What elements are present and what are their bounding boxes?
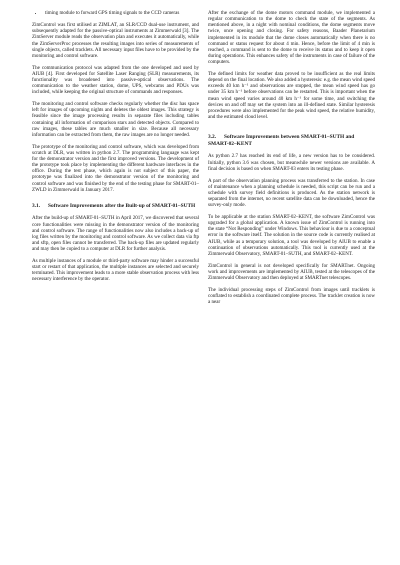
paragraph: A part of the observation planning process was transferred to the station. In case of maintenance when a planning schedule is needed, this script can be run and a schedule with survey field definitions is produced. As the station network is separated from the internet, no recent satellite data can be downloaded, hence the survey-only mode. xyxy=(208,177,375,209)
left-column xyxy=(32,10,199,288)
right-column xyxy=(208,10,375,311)
section-title: Software Improvements after the Built-up of SMART-01–SUTH xyxy=(48,202,196,209)
paragraph: ZimControl in general is not developed specifically for SMARTnet. Ongoing work and improvements are implemented by AIUB, tested at the telescopes of the Zimmerwald Observatory and then deployed at SMARTnet telescopes. xyxy=(208,262,375,281)
paragraph: The individual processing steps of ZimControl from images until tracklets is conflated to establish a coordinated complete process. The tracklet creation is now a near xyxy=(208,286,375,305)
paragraph: The prototype of the monitoring and control software, which was developed from scratch at DLR, was written in python 2.7. The programming language was kept for the demonstrator version and the first improved versions. The development of the prototype took place by implementing the different hardware interfaces in the office. During the test phase, which again is not subject of this paper, the prototype was finalized into the demonstrator version of the monitoring and control software and was finished by the end of the testing phase for SMART-01–ZWLD in Zimmerwald in January 2017. xyxy=(32,143,199,193)
section-number: 3.2. xyxy=(208,134,217,141)
paragraph: The monitoring and control software checks regularly whether the disc has space left for images of upcoming nights and deletes the oldest images. This strategy is feasible since the image processing results in separate files including tables containing all information of comparison stars and detected objects. Compared to raw images, these tables are much smaller in size. Because all necessary information can be extracted from them, the raw images are no longer needed. xyxy=(32,101,199,138)
section-heading xyxy=(208,134,375,147)
paragraph: To be applicable at the station SMART-02–KENT, the software ZimControl was upgraded for a global application. A known issue of ZimControl is running into the state “Not Responding” under Windows. This behaviour is due to a conceptual error in the software itself. The solution in the source code is currently realised at AIUB, while as a temporary solution, a tool was developed by AIUB to enable a continuation of observations automatically. This tool is currently used at the Zimmerwald Observatory, SMART-01–SUTH, and SMART-02–KENT. xyxy=(208,213,375,257)
section-heading xyxy=(32,203,199,210)
paragraph: The defined limits for weather data proved to be insufficient as the real limits depend on the final location. We also added a hysteresis: e.g. the mean wind speed exceeds 40 km h⁻¹ and observations are stopped, the mean wind speed has go under 35 km h⁻¹ before observations can be restarted. This is important when the mean wind speed varies around 40 km h⁻¹ for some time, and switching the devices on and off may set the system into an ill-defined state. Similar hysteresis procedures were also implemented for the peak wind speed, the relative humidity, and the estimated cloud level. xyxy=(208,71,375,121)
section-number: 3.1. xyxy=(32,202,41,209)
paragraph: As python 2.7 has reached its end of life, a new version has to be considered. Initially, python 3.6 was chosen, but meanwhile newer versions are available. A final decision is based on when SMART-03 enters its testing phase. xyxy=(208,153,375,172)
bullet-list xyxy=(32,10,199,16)
paragraph: After the exchange of the dome motors command module, we implemented a regular communication to the dome to check the state of the segments. As mentioned above, in a night with nominal conditions, the dome segments move twice, once opening and closing. For safety reasons, Baader Planetarium implemented in its module that the dome closes automatically when there is no command or status request for about 4 min. Hence, before the limit of 4 min is reached, a command is sent to the dome to receive its status and to keep it open during operations. This enhances safety of the instruments in case of failure of the computers. xyxy=(208,10,375,66)
paragraph: The communication protocol was adapted from the one developed and used by AIUB [4]. First developed for Satellite Laser Ranging (SLR) measurements, its functionality was broadened into passive-optical observations. The communication to the weather station, dome, UPS, webcams and PDUs was included, while keeping the original structure of commands and responses. xyxy=(32,64,199,96)
section-title: Software Improvements between SMART-01–SUTH and SMART-02–KENT xyxy=(208,134,355,147)
paragraph: As multiple instances of a module or third-party software may hinder a successful start or restart of that application, the multiple instances are selected and securely terminated. This improvement leads to a more stable observation process with less necessary interference by the operator. xyxy=(32,257,199,283)
paragraph: After the build-up of SMART-01–SUTH in April 2017, we discovered that several core functionalities were missing in the demonstrator version of the monitoring and control software. The range of functionalities now also includes a back-up of log files written by the monitoring and control software. As we collect data via ftp and sftp, open files cannot be transferred. The back-up files are updated regularly and may then be copied to a computer at DLR for further analysis. xyxy=(32,215,199,253)
paragraph: ZimControl was first utilised at ZIMLAT, an SLR/CCD dual-use instrument, and subsequently adapted for the passive-optical instruments at Zimmerwald [3]. The ZimServer module reads the observation plan and executes it automatically, while the ZimServerProc processes the resulting images into series of measurements of single objects, called tracklets. All necessary input files have to be provided by the monitoring and control software. xyxy=(32,22,199,59)
bullet-item: • timing module to forward GPS timing signals to the CCD cameras xyxy=(44,10,199,16)
